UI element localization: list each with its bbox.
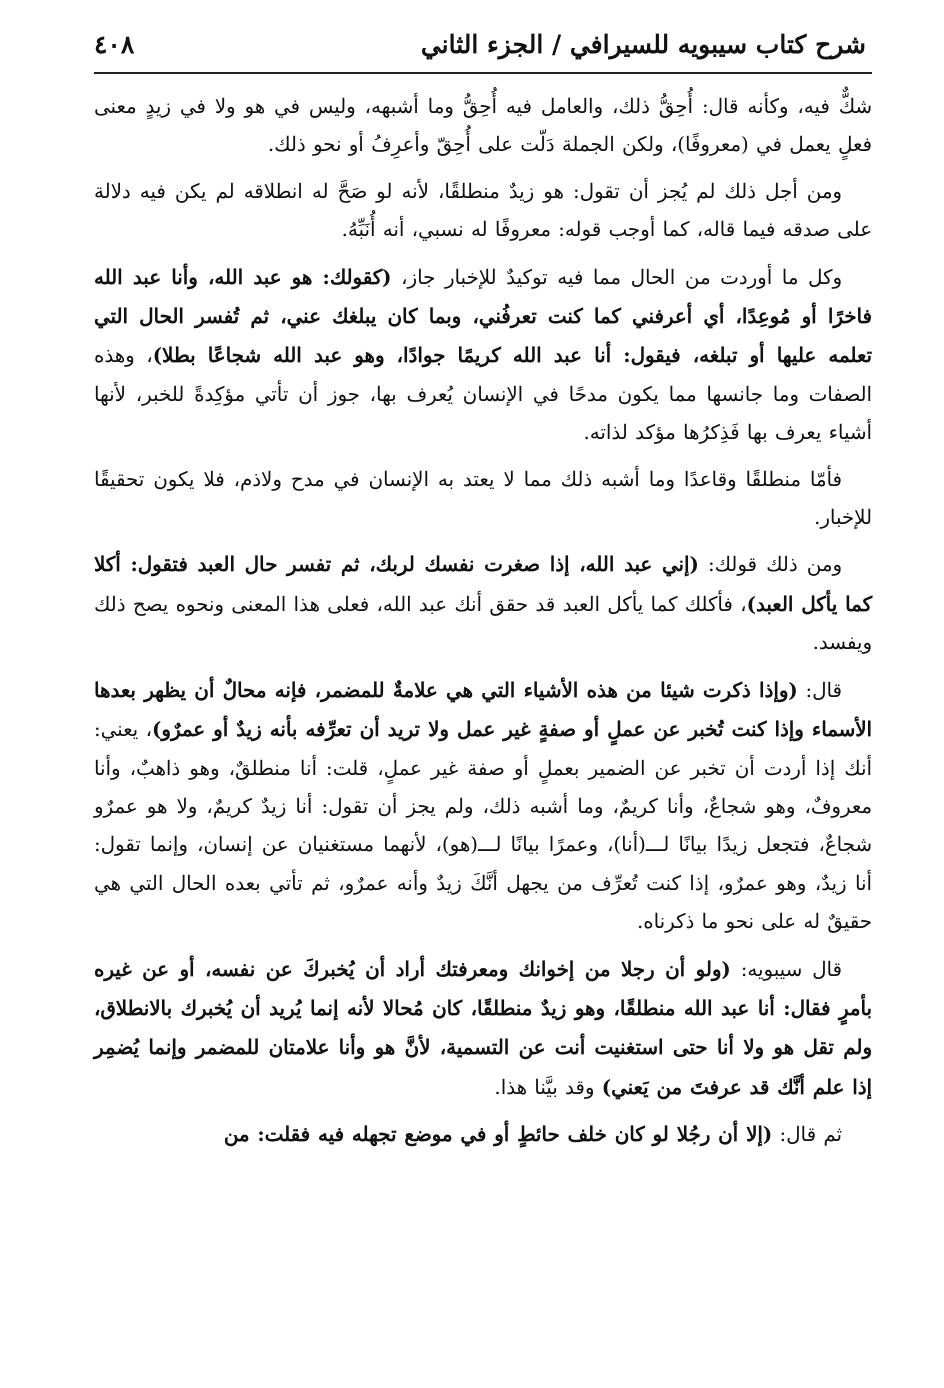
commentary-text: ومن ذلك قولك: [698, 553, 842, 577]
commentary-text: وكل ما أوردت من الحال مما فيه توكيدٌ للإخبار جاز، [391, 265, 842, 289]
body-paragraph [94, 1115, 872, 1154]
commentary-text: ، فأكلك كما يأكل العبد قد حقق أنك عبد الله، فعلى هذا المعنى ونحوه يصح ذلك ويفسد. [94, 592, 872, 655]
body-paragraph [94, 545, 872, 662]
body-paragraph [94, 258, 872, 453]
body-paragraph [94, 88, 872, 165]
commentary-text: ثم قال: [772, 1123, 842, 1147]
commentary-text: ومن أجل ذلك لم يُجز أن تقول: هو زيدٌ منطلقًا، لأنه لو صَحَّ له انطلاقه لم يكن فيه دلالة على صدقه فيما قاله، كما أوجب قوله: معروفًا له نسبي، أنه أُنَبِّهُ. [94, 179, 872, 242]
body-paragraph [94, 950, 872, 1108]
quoted-text: (إلا أن رجُلا لو كان خلف حائطٍ أو في موضع تجهله فيه فقلت: من [223, 1122, 773, 1147]
commentary-text: فأمّا منطلقًا وقاعدًا وما أشبه ذلك مما لا يعتد به الإنسان في مدح ولاذم، فلا يكون تحقيقًا للإخبار. [94, 467, 872, 530]
commentary-text: قال سيبويه: [730, 957, 842, 981]
commentary-text: قال: [797, 678, 842, 702]
body-paragraph [94, 671, 872, 942]
commentary-text: شكٌّ فيه، وكأنه قال: أُحِقُّ ذلك، والعامل فيه أُحِقُّ وما أشبهه، وليس في هو ولا في زيدٍ معنى فعلٍ يعمل في (معروفًا)، ولكن الجملة دَلّت على أُحِقّ وأعرِفُ أو نحو ذلك. [94, 95, 872, 157]
quoted-text: (وإذا ذكرت شيئا من هذه الأشياء التي هي علامةٌ للمضمر، فإنه محالٌ أن يظهر بعدها الأسماء وإذا كنت تُخبر عن عملٍ أو صفةٍ غير عمل ولا تريد أن تعرِّفه بأنه زيدٌ أو عمرٌو) [94, 677, 873, 742]
page-number: ٤٠٨ [94, 30, 135, 59]
body-paragraph [94, 461, 872, 538]
body-paragraph [94, 173, 872, 250]
commentary-text: ، وهذه الصفات وما جانسها مما يكون مدحًا في الإنسان يُعرف بها، جوز أن تأتي مؤكِدةً للخبر، لأنها أشياء يعرف بها فَذِكرُها مؤكد لذاته. [94, 344, 872, 445]
quoted-text: (كقولك: هو عبد الله، وأنا عبد الله فاخرًا أو مُوعِدًا، أي أعرفني كما كنت تعرفُني، وبما كان يبلغك عني، ثم تُفسر الحال التي تعلمه عليها أو تبلغه، فيقول: أنا عبد الله كريمًا جوادًا، وهو عبد الله شجاعًا بطلا) [94, 264, 872, 368]
commentary-text: ، يعني: أنك إذا أردت أن تخبر عن الضمير بعملٍ أو صفة غير عملٍ، قلت: أنا منطلقٌ، وهو ذاهبٌ، وأنا معروفٌ، وهو شجاعٌ، وأنا كريمٌ، وما أشبه ذلك، ولم يجز أن تقول: أنا زيدٌ كريمٌ، ولا هو عمرٌو شجاعٌ، فتجعل زيدًا بيانًا لـــ(أنا)، وعمرًا بيانًا لـــ(هو)، لأنهما مستغنيان عن إنسان، وإنما تقول: أنا زيدٌ، وهو عمرٌو، إذا كنت تُعرِّف من يجهل أنَّكَ زيدٌ وأنه عمرٌو، ثم تأتي بعده الحال التي هي حقيقٌ له على نحو ما ذكرناه. [94, 718, 872, 934]
book-page [94, 26, 872, 1388]
page-header [94, 26, 872, 74]
quoted-text: (إني عبد الله، إذا صغرت نفسك لربك، ثم تفسر حال العبد فتقول: أكلا كما يأكل العبد) [94, 552, 872, 616]
page-body [94, 74, 872, 1155]
commentary-text: وقد بيَّنا هذا. [494, 1075, 602, 1099]
running-title: شرح كتاب سيبويه للسيرافي / الجزء الثاني [420, 30, 866, 59]
quoted-text: (ولو أن رجلا من إخوانك ومعرفتك أراد أن يُخبركَ عن نفسه، أو عن غيره بأمرٍ فقال: أنا عبد الله منطلقًا، وهو زيدٌ منطلقًا، كان مُحالا لأنه إنما يُريد أن يُخبرك بالانطلاق، ولم تقل هو ولا أنا حتى استغنيت أنت عن التسمية، لأنَّ هو وأنا علامتان للمضمر وإنما يُضمِر إذا علم أنَّك قد عرفتَ من يَعني) [94, 956, 872, 1099]
